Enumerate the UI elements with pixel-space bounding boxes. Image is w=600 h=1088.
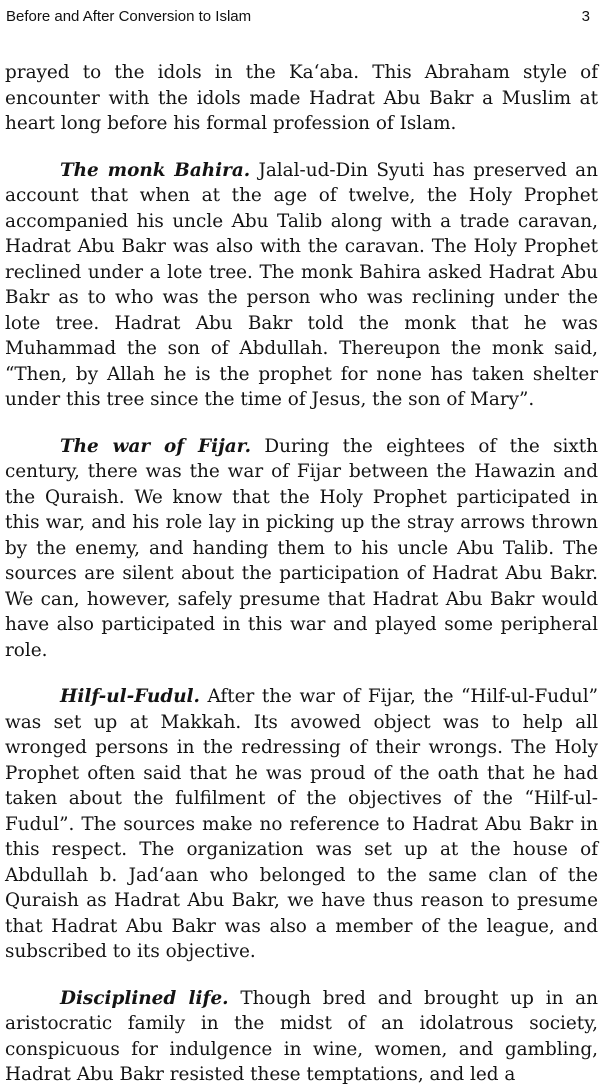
paragraph-war-of-fijar <box>5 434 598 664</box>
page-header <box>6 6 590 28</box>
paragraph-text: Jalal-ud-Din Syuti has preserved an account that when at the age of twelve, the Holy Prophet accompanied his uncle Abu Talib along with a trade caravan, Hadrat Abu Bakr was also with the caravan. The Holy Prophet reclined under a lote tree. The monk Bahira asked Hadrat Abu Bakr as to who was the person who was reclining under the lote tree. Hadrat Abu Bakr told the monk that he was Muhammad the son of Abdullah. Thereupon the monk said, “Then, by Allah he is the prophet for none has taken shelter under this tree since the time of Jesus, the son of Mary”. <box>5 159 598 410</box>
running-title: Before and After Conversion to Islam <box>6 8 252 25</box>
paragraph-monk-bahira <box>5 158 598 413</box>
paragraph-disciplined-life <box>5 986 598 1088</box>
paragraph-text: prayed to the idols in the Ka‘aba. This Abraham style of encounter with the idols made Hadrat Abu Bakr a Muslim at heart long before his formal profession of Islam. <box>5 62 598 134</box>
paragraph-text: Though bred and brought up in an aristocratic family in the midst of an idolatrous society, conspicuous for indulgence in wine, women, and gambling, Hadrat Abu Bakr resisted these temptations, and led a <box>5 987 598 1085</box>
paragraph-hilf-ul-fudul <box>5 684 598 965</box>
section-heading-disciplined-life: Disciplined life. <box>60 987 229 1009</box>
section-heading-war-of-fijar: The war of Fijar. <box>60 435 252 457</box>
body-text <box>5 60 598 1088</box>
section-heading-monk-bahira: The monk Bahira. <box>60 159 251 181</box>
paragraph-text: During the eightees of the sixth century, there was the war of Fijar between the Hawazin and the Quraish. We know that the Holy Prophet participated in this war, and his role lay in picking up the stray arrows thrown by the enemy, and handing them to his uncle Abu Talib. The sources are silent about the participation of Hadrat Abu Bakr. We can, however, safely presume that Hadrat Abu Bakr would have also participated in this war and played some peripheral role. <box>5 435 598 661</box>
section-heading-hilf-ul-fudul: Hilf-ul-Fudul. <box>60 686 200 707</box>
paragraph-text: After the war of Fijar, the “Hilf-ul-Fudul” was set up at Makkah. Its avowed object was to help all wronged persons in the redressing of their wrongs. The Holy Prophet often said that he was proud of the oath that he had taken about the fulfilment of the objectives of the “Hilf-ul-Fudul”. The sources make no reference to Hadrat Abu Bakr in this respect. The organization was set up at the house of Abdullah b. Jad‘aan who belonged to the same clan of the Quraish as Hadrat Abu Bakr, we have thus reason to presume that Hadrat Abu Bakr was also a member of the league, and subscribed to its objective. <box>5 686 598 962</box>
paragraph-prayed-to-idols <box>5 60 598 137</box>
page-number: 3 <box>581 8 590 25</box>
